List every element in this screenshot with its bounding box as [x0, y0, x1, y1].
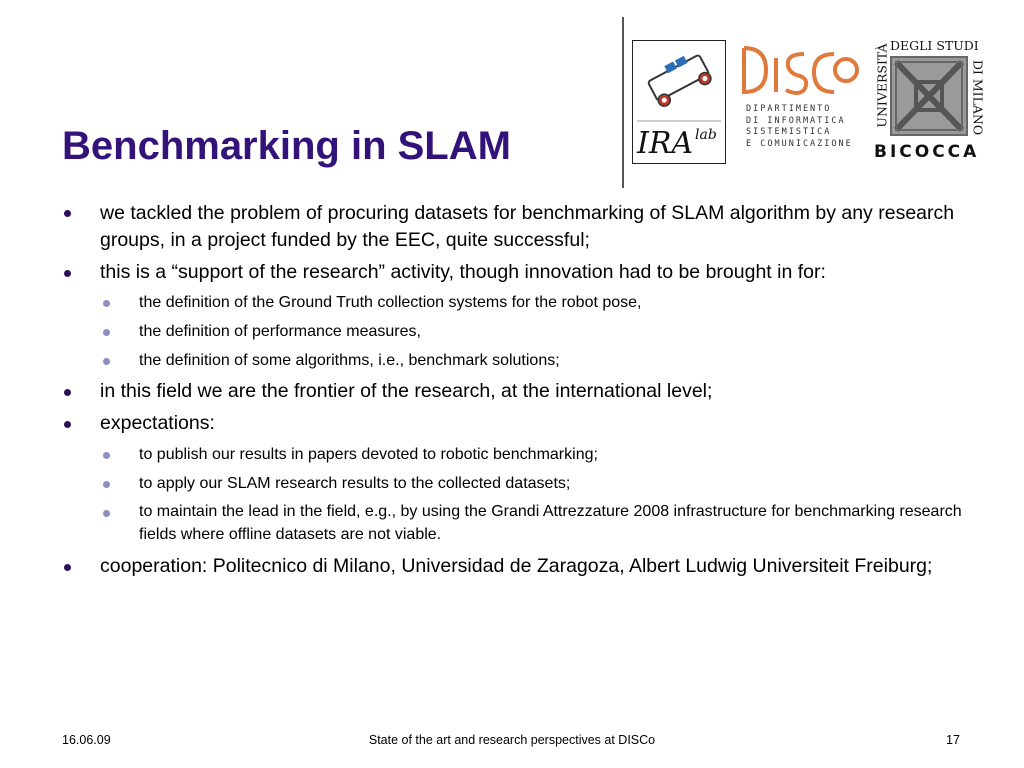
sub-list-item: to maintain the lead in the field, e.g., by using the Grandi Attrezzature 2008 infrastructure for benchmarking research fields where offline datasets are not viable.	[139, 503, 962, 543]
ira-text: IRA	[637, 126, 694, 161]
page-number: 17	[946, 733, 960, 747]
list-item: in this field we are the frontier of the research, at the international level;	[100, 380, 713, 402]
bicocca-bottom-text: BICOCCA	[874, 142, 980, 162]
bicocca-right-text: DI MILANO	[970, 59, 986, 136]
disco-logo	[738, 40, 862, 162]
sub-list-item: to apply our SLAM research results to the collected datasets;	[139, 475, 571, 492]
sub-list-item: to publish our results in papers devoted to robotic benchmarking;	[139, 446, 598, 463]
list-item: cooperation: Politecnico di Milano, Universidad de Zaragoza, Albert Ludwig Universiteit Freiburg;	[100, 555, 933, 577]
list-item: we tackled the problem of procuring datasets for benchmarking of SLAM algorithm by any research groups, in a project funded by the EEC, quite successful;	[100, 202, 955, 251]
list-item: expectations:	[100, 412, 215, 434]
sub-bullet-marker	[103, 481, 110, 488]
header-divider	[622, 17, 624, 188]
sub-bullet-marker	[103, 300, 110, 307]
disco-subtitle: DIPARTIMENTO DI INFORMATICA SISTEMISTICA E COMUNICAZIONE	[746, 104, 853, 149]
sub-bullet-marker	[103, 452, 110, 459]
disco-logo-mark	[738, 40, 862, 100]
sub-bullet-marker	[103, 358, 110, 365]
sub-bullet-marker	[103, 510, 110, 517]
slide-title: Benchmarking in SLAM	[62, 124, 511, 168]
bicocca-top-text: DEGLI STUDI	[890, 38, 979, 53]
ira-lab-logo	[632, 40, 726, 164]
sub-list-item: the definition of some algorithms, i.e., benchmark solutions;	[139, 352, 560, 369]
list-item: this is a “support of the research” activity, though innovation had to be brought in for:	[100, 261, 826, 283]
footer-date: 16.06.09	[62, 733, 111, 747]
bullet-marker	[64, 389, 71, 396]
sub-bullet-marker	[103, 329, 110, 336]
bicocca-emblem	[890, 56, 968, 136]
bullet-marker	[64, 421, 71, 428]
lab-text: lab	[695, 127, 717, 143]
footer-title: State of the art and research perspectives at DISCo	[368, 733, 656, 747]
sub-list-item: the definition of performance measures,	[139, 323, 421, 340]
sub-list-item: the definition of the Ground Truth collection systems for the robot pose,	[139, 294, 642, 311]
bullet-marker	[64, 210, 71, 217]
ira-lab-logo-graphic	[633, 41, 725, 163]
bullet-marker	[64, 270, 71, 277]
bicocca-logo	[872, 38, 988, 162]
bullet-marker	[64, 564, 71, 571]
bicocca-left-text: UNIVERSITÀ	[874, 43, 890, 128]
